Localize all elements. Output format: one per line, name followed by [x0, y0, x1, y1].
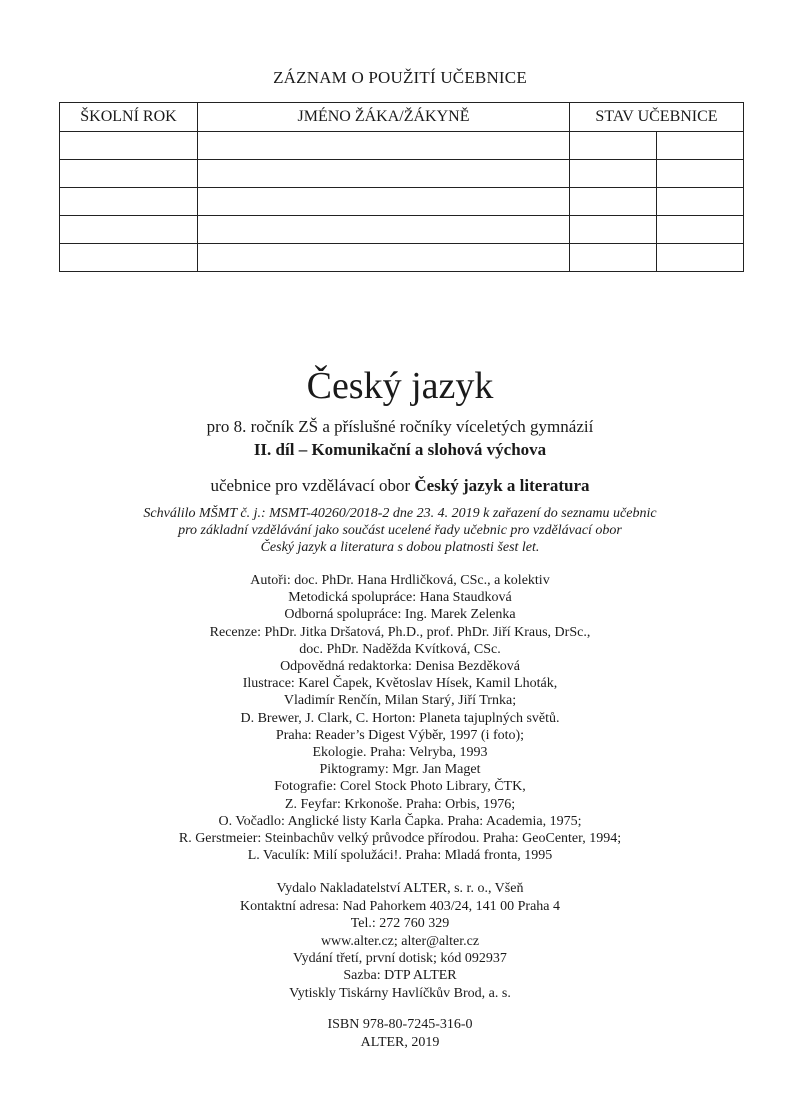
table-cell	[657, 132, 744, 160]
column-header-school-year: ŠKOLNÍ ROK	[60, 103, 198, 132]
table-cell	[60, 244, 198, 272]
book-subtitle: pro 8. ročník ZŠ a příslušné ročníky víceletých gymnázií	[206, 417, 594, 436]
table-cell	[657, 160, 744, 188]
credit-line: L. Vaculík: Milí spolužáci!. Praha: Mladá fronta, 1995	[247, 848, 553, 864]
credit-line: Recenze: PhDr. Jitka Dršatová, Ph.D., prof. PhDr. Jiří Kraus, DrSc.,	[209, 624, 591, 640]
book-subject	[0, 475, 800, 497]
publisher-line: www.alter.cz; alter@alter.cz	[320, 933, 480, 949]
credit-line: Metodická spolupráce: Hana Staudková	[288, 590, 512, 606]
table-cell	[657, 244, 744, 272]
credit-line: Z. Feyfar: Krkonoše. Praha: Orbis, 1976;	[284, 796, 516, 812]
table-row	[60, 132, 744, 160]
credit-line: Fotografie: Corel Stock Photo Library, ČTK,	[274, 779, 526, 795]
table-cell	[570, 244, 657, 272]
credit-line: Praha: Reader’s Digest Výběr, 1997 (i foto);	[275, 727, 525, 743]
credit-line: Odborná spolupráce: Ing. Marek Zelenka	[284, 607, 516, 623]
subject-prefix: učebnice pro vzdělávací obor	[210, 476, 415, 495]
credit-line: Odpovědná redaktorka: Denisa Bezděková	[280, 659, 520, 675]
table-cell	[198, 132, 570, 160]
publisher-line: Tel.: 272 760 329	[350, 916, 450, 932]
credit-line: Piktogramy: Mgr. Jan Maget	[319, 762, 481, 778]
publisher-line: Kontaktní adresa: Nad Pahorkem 403/24, 141 00 Praha 4	[240, 898, 560, 914]
credit-line: D. Brewer, J. Clark, C. Horton: Planeta tajuplných světů.	[240, 710, 560, 726]
title-block	[0, 364, 800, 1051]
table-cell	[657, 188, 744, 216]
table-cell	[198, 244, 570, 272]
isbn-number: ISBN 978-80-7245-316-0	[327, 1017, 473, 1033]
table-cell	[570, 188, 657, 216]
table-cell	[60, 188, 198, 216]
isbn-block	[0, 1016, 800, 1051]
credit-line: O. Vočadlo: Anglické listy Karla Čapka. Praha: Academia, 1975;	[218, 813, 582, 829]
approval-line: pro základní vzdělávání jako součást ucelené řady učebnic pro vzdělávací obor	[178, 523, 622, 538]
column-header-book-condition: STAV UČEBNICE	[570, 103, 744, 132]
usage-record-table	[59, 102, 744, 272]
table-row	[60, 216, 744, 244]
publisher-line: Vytiskly Tiskárny Havlíčkův Brod, a. s.	[289, 985, 511, 1001]
publisher-line: Vydání třetí, první dotisk; kód 092937	[293, 951, 507, 967]
publisher-line: Sazba: DTP ALTER	[343, 968, 457, 984]
table-header-row	[60, 103, 744, 132]
credit-line: doc. PhDr. Naděžda Kvítková, CSc.	[299, 641, 501, 657]
table-cell	[198, 216, 570, 244]
book-part: II. díl – Komunikační a slohová výchova	[253, 440, 547, 459]
table-row	[60, 188, 744, 216]
table-row	[60, 244, 744, 272]
credit-line: Ekologie. Praha: Velryba, 1993	[312, 745, 488, 761]
table-cell	[570, 132, 657, 160]
table-cell	[60, 132, 198, 160]
publisher-line: Vydalo Nakladatelství ALTER, s. r. o., Všeň	[276, 881, 524, 897]
approval-line: Schválilo MŠMT č. j.: MSMT-40260/2018-2 dne 23. 4. 2019 k zařazení do seznamu učebnic	[143, 506, 657, 521]
table-cell	[570, 216, 657, 244]
table-row	[60, 160, 744, 188]
table-cell	[198, 160, 570, 188]
credit-line: Ilustrace: Karel Čapek, Květoslav Hísek, Kamil Lhoták,	[242, 676, 558, 692]
credit-line: R. Gerstmeier: Steinbachův velký průvodce přírodou. Praha: GeoCenter, 1994;	[178, 831, 622, 847]
table-cell	[198, 188, 570, 216]
publisher-block	[0, 880, 800, 1002]
credits-block	[0, 572, 800, 864]
approval-line: Český jazyk a literatura s dobou platnosti šest let.	[260, 540, 540, 555]
column-header-student-name: JMÉNO ŽÁKA/ŽÁKYNĚ	[198, 103, 570, 132]
table-cell	[60, 160, 198, 188]
table-cell	[60, 216, 198, 244]
credit-line: Vladimír Renčín, Milan Starý, Jiří Trnka;	[283, 693, 517, 709]
subject-name: Český jazyk a literatura	[414, 476, 590, 495]
table-cell	[570, 160, 657, 188]
imprint-year: ALTER, 2019	[360, 1034, 440, 1050]
credit-line: Autoři: doc. PhDr. Hana Hrdličková, CSc., a kolektiv	[250, 573, 550, 588]
table-cell	[657, 216, 744, 244]
book-title: Český jazyk	[306, 365, 494, 407]
record-heading: ZÁZNAM O POUŽITÍ UČEBNICE	[273, 68, 527, 87]
approval-note	[0, 505, 800, 556]
